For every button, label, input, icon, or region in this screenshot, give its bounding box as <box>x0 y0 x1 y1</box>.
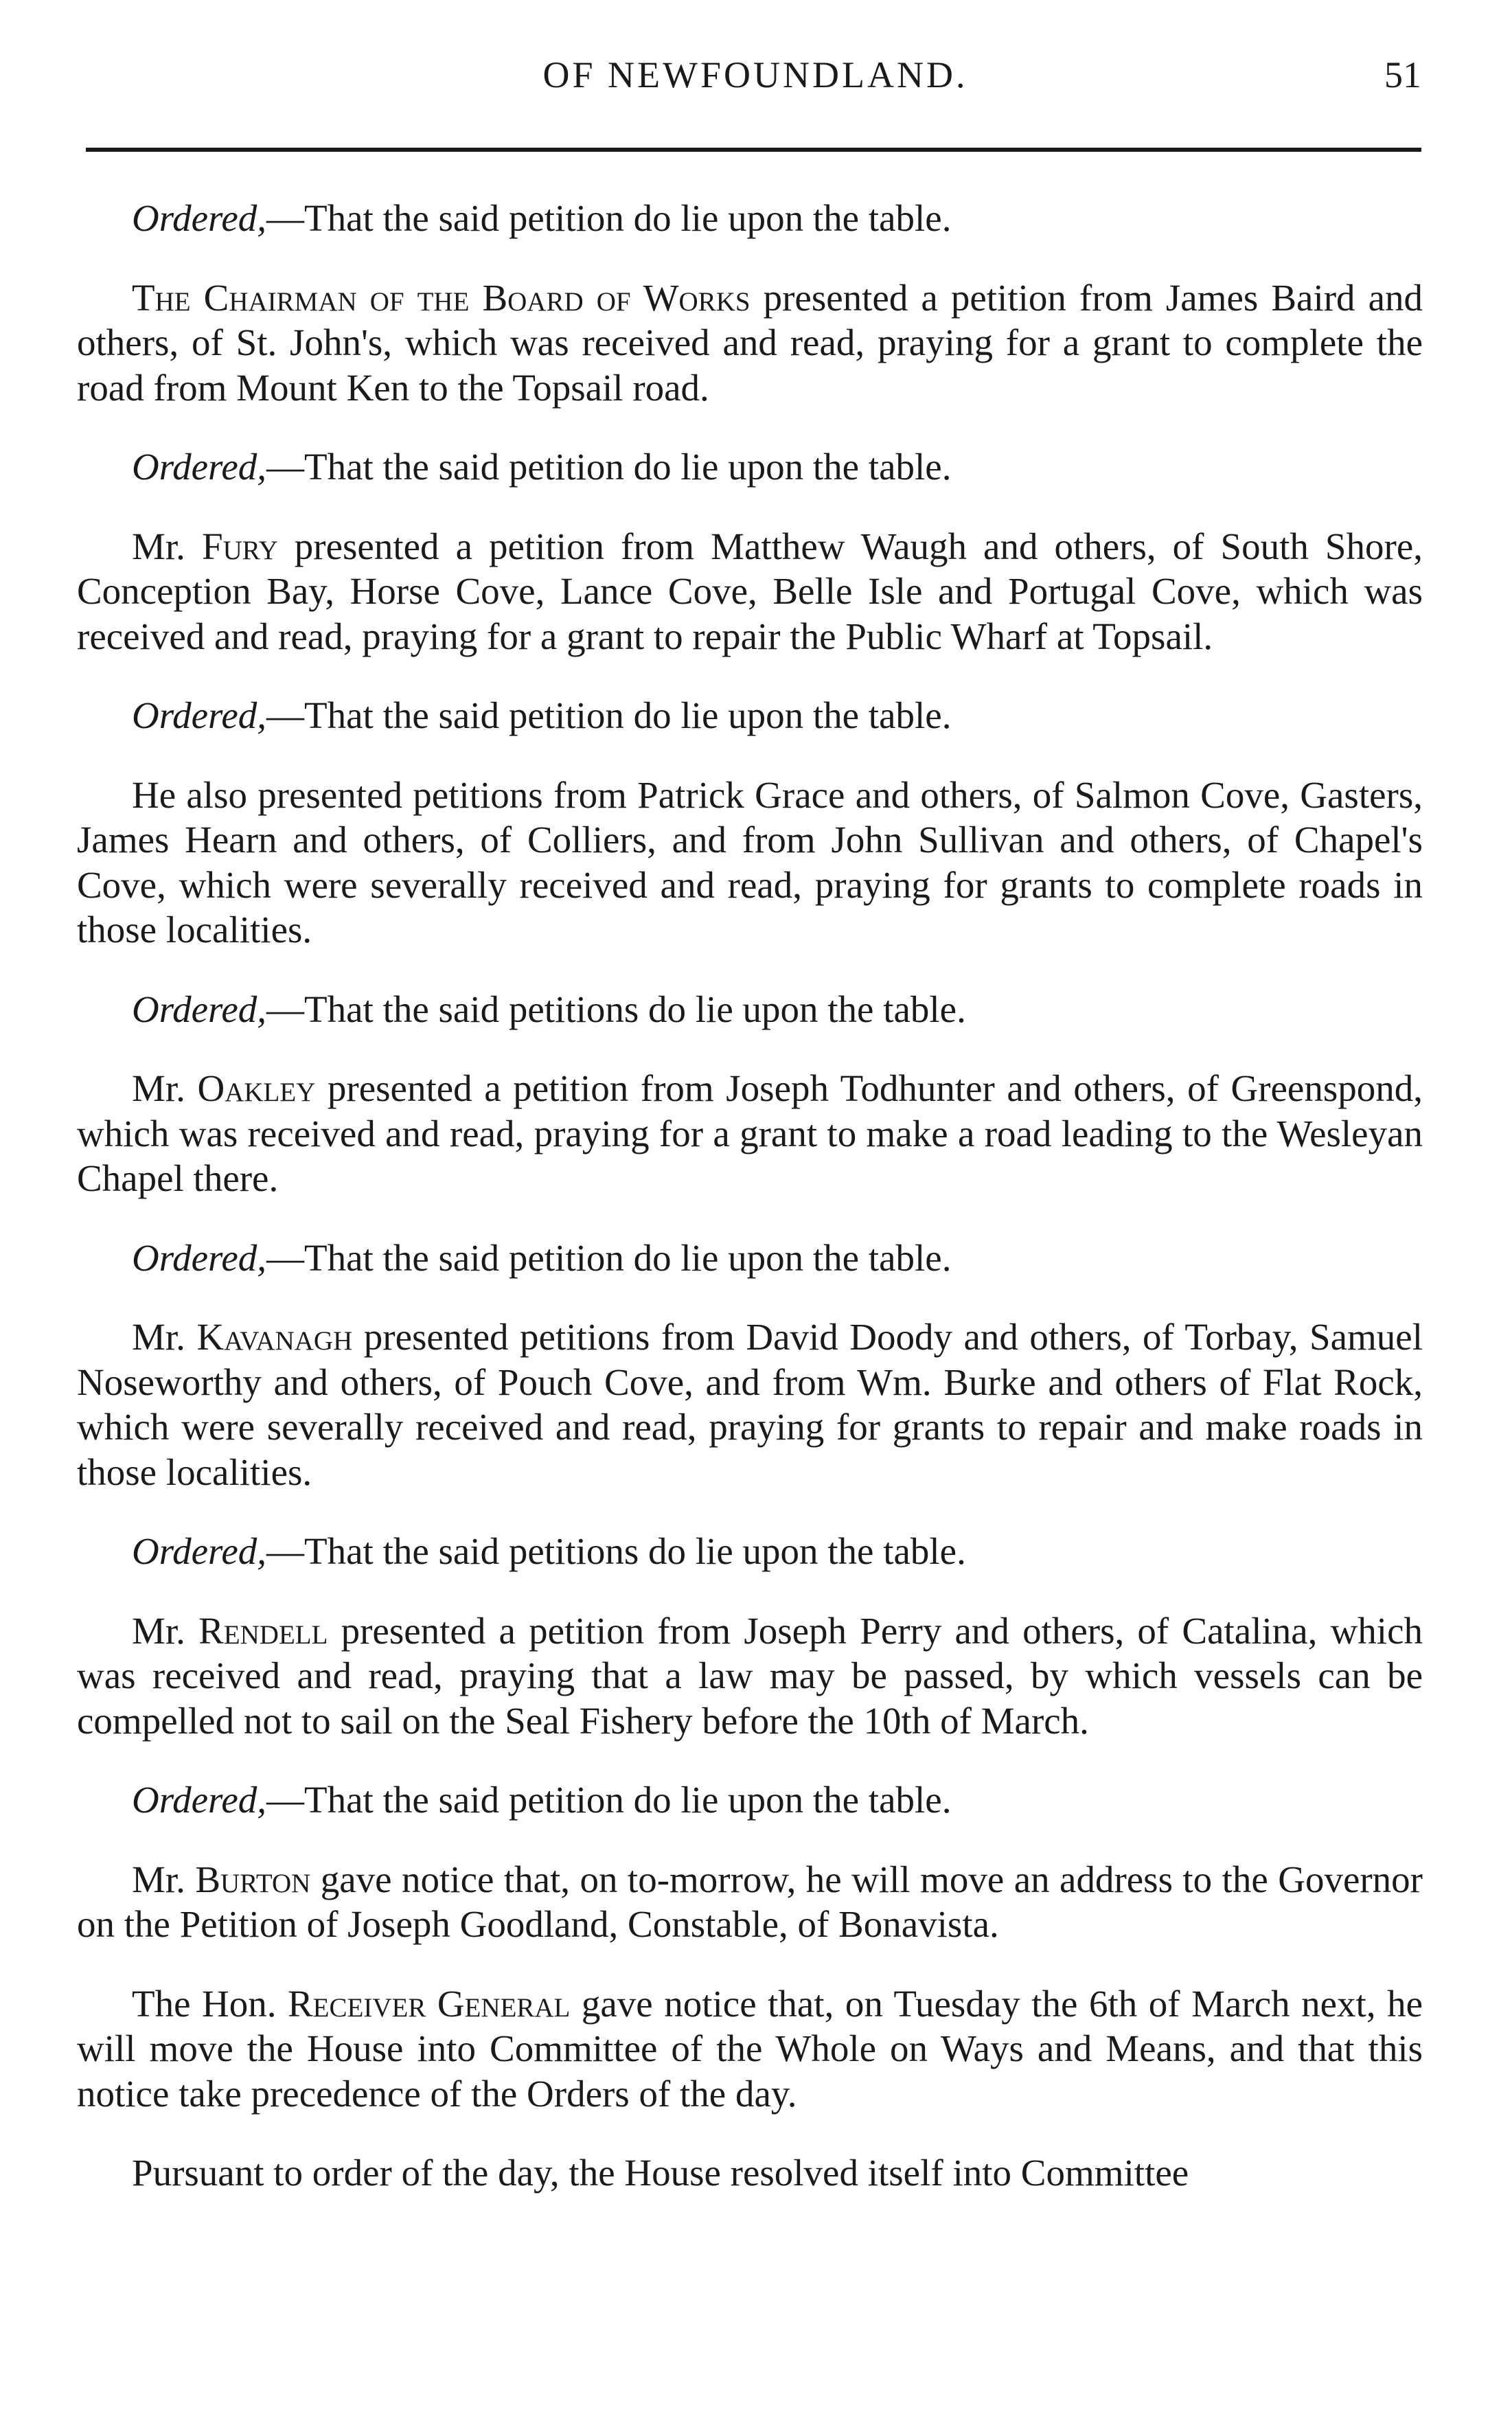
paragraph-text: presented a petition from James Baird and others, of St. John's, which was received and read, praying for a grant to complete the road from Mount Ken to the Topsail road. <box>77 276 1423 409</box>
member-prefix: Mr. <box>132 1067 198 1109</box>
running-title: OF NEWFOUNDLAND. <box>542 54 968 95</box>
order-word: Ordered, <box>132 694 267 736</box>
paragraph-text: presented petitions from David Doody and others, of Torbay, Samuel Noseworthy and others, of Pouch Cove, and from Wm. Burke and others of Flat Rock, which were severally received and read, praying for grants to repair and make roads in those localities. <box>77 1316 1423 1493</box>
paragraph-petition <box>77 1315 1423 1494</box>
paragraph-order-of-day <box>77 2150 1423 2196</box>
member-prefix: The Hon. <box>132 1982 288 2025</box>
paragraph-order <box>77 196 1423 241</box>
paragraph-text: gave notice that, on to-morrow, he will move an address to the Governor on the Petition of Joseph Goodland, Constable, of Bonavista. <box>77 1858 1423 1945</box>
page-number: 51 <box>1384 54 1421 95</box>
order-word: Ordered, <box>132 446 267 488</box>
paragraph-order <box>77 1529 1423 1574</box>
member-name: Burton <box>195 1858 311 1900</box>
member-name: Kavanagh <box>196 1316 353 1358</box>
member-name: Rendell <box>198 1609 328 1652</box>
member-name: Receiver General <box>288 1982 571 2025</box>
member-prefix: Mr. <box>132 1609 199 1652</box>
member-prefix: Mr. <box>132 1858 196 1900</box>
paragraph-text: presented a petition from Matthew Waugh and others, of South Shore, Conception Bay, Horse Cove, Lance Cove, Belle Isle and Portugal Cove, which was received and read, praying for a grant to repair the Public Wharf at Topsail. <box>77 525 1423 657</box>
paragraph-order <box>77 444 1423 490</box>
paragraph-order <box>77 693 1423 738</box>
order-text: —That the said petition do lie upon the table. <box>266 197 952 239</box>
member-name: The Chairman of the Board of Works <box>132 276 751 319</box>
paragraph-notice <box>77 1857 1423 1947</box>
order-text: —That the said petition do lie upon the table. <box>266 446 952 488</box>
order-text: —That the said petitions do lie upon the table. <box>266 988 966 1030</box>
paragraph-text: Pursuant to order of the day, the House resolved itself into Committee <box>132 2152 1189 2194</box>
paragraph-text: presented a petition from Joseph Perry and others, of Catalina, which was received and read, praying that a law may be passed, by which vessels can be compelled not to sail on the Seal Fishery before the 10th of March. <box>77 1609 1423 1742</box>
order-text: —That the said petitions do lie upon the table. <box>266 1530 966 1572</box>
paragraph-order <box>77 987 1423 1032</box>
member-prefix: Mr. <box>132 1316 197 1358</box>
paragraph-petition <box>77 1608 1423 1744</box>
order-text: —That the said petition do lie upon the table. <box>266 694 952 736</box>
member-name: Fury <box>201 525 278 567</box>
order-word: Ordered, <box>132 1236 267 1279</box>
member-prefix: Mr. <box>132 525 202 567</box>
paragraph-text: presented a petition from Joseph Todhunter and others, of Greenspond, which was received and read, praying for a grant to make a road leading to the Wesleyan Chapel there. <box>77 1067 1423 1199</box>
order-word: Ordered, <box>132 197 267 239</box>
paragraph-order <box>77 1236 1423 1281</box>
paragraph-petition <box>77 773 1423 953</box>
paragraph-text: gave notice that, on Tuesday the 6th of March next, he will move the House into Committee of the Whole on Ways and Means, and that this notice take precedence of the Orders of the day. <box>77 1982 1423 2115</box>
paragraph-notice <box>77 1981 1423 2117</box>
header-rule <box>86 148 1421 152</box>
member-name: Oakley <box>197 1067 316 1109</box>
order-word: Ordered, <box>132 988 267 1030</box>
order-text: —That the said petition do lie upon the table. <box>266 1779 952 1821</box>
paragraph-petition <box>77 524 1423 659</box>
body-text <box>77 196 1423 2196</box>
running-head <box>82 48 1428 110</box>
order-word: Ordered, <box>132 1779 267 1821</box>
paragraph-order <box>77 1777 1423 1823</box>
order-word: Ordered, <box>132 1530 267 1572</box>
paragraph-text: He also presented petitions from Patrick Grace and others, of Salmon Cove, Gasters, James Hearn and others, of Colliers, and from John Sullivan and others, of Chapel's Cove, which were severally received and read, praying for grants to complete roads in those localities. <box>77 773 1423 951</box>
paragraph-petition <box>77 1066 1423 1201</box>
order-text: —That the said petition do lie upon the table. <box>266 1236 952 1279</box>
paragraph-petition <box>77 275 1423 411</box>
